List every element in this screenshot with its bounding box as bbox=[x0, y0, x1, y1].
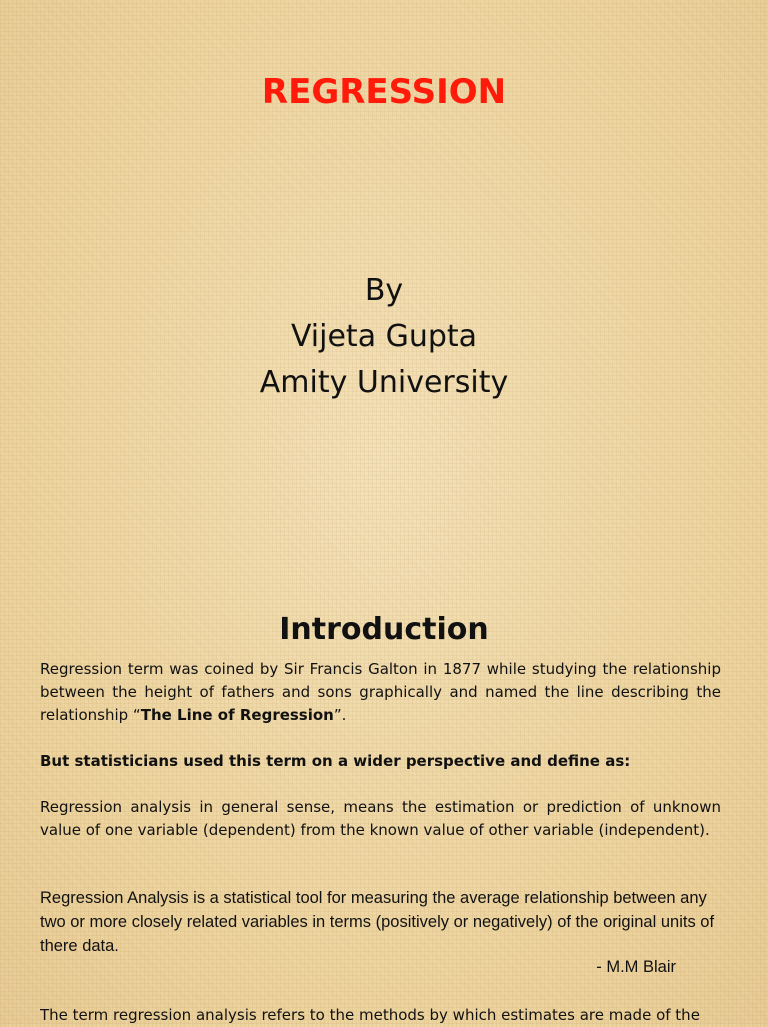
author-block bbox=[0, 268, 768, 406]
presentation-title: REGRESSION bbox=[261, 72, 507, 112]
introduction-heading: Introduction bbox=[279, 612, 489, 647]
methods-paragraph: The term regression analysis refers to the methods by which estimates are made of the bbox=[40, 1006, 700, 1024]
line-of-regression-term: The Line of Regression bbox=[140, 706, 334, 724]
general-definition-paragraph: Regression analysis in general sense, means the estimation or prediction of unknown value of one variable (dependent) from the known value of other variable (independent). bbox=[40, 798, 721, 839]
institution-name: Amity University bbox=[259, 365, 509, 400]
statisticians-paragraph: But statisticians used this term on a wider perspective and define as: bbox=[40, 752, 631, 770]
galton-paragraph bbox=[40, 658, 721, 727]
blair-definition-paragraph: Regression Analysis is a statistical tool for measuring the average relationship between any two or more closely related variables in terms (positively or negatively) of the original units of there data. bbox=[40, 889, 715, 955]
galton-text-start: Regression term was coined by Sir Francis Galton in 1877 while studying the relationship between the height of fathers and sons graphically and named the line describing the relationship “ bbox=[40, 660, 721, 724]
author-name: Vijeta Gupta bbox=[290, 319, 478, 354]
by-label: By bbox=[364, 273, 404, 308]
blair-attribution: - M.M Blair bbox=[596, 958, 676, 976]
introduction-slide bbox=[0, 560, 768, 1024]
galton-text-end: ”. bbox=[333, 706, 347, 724]
